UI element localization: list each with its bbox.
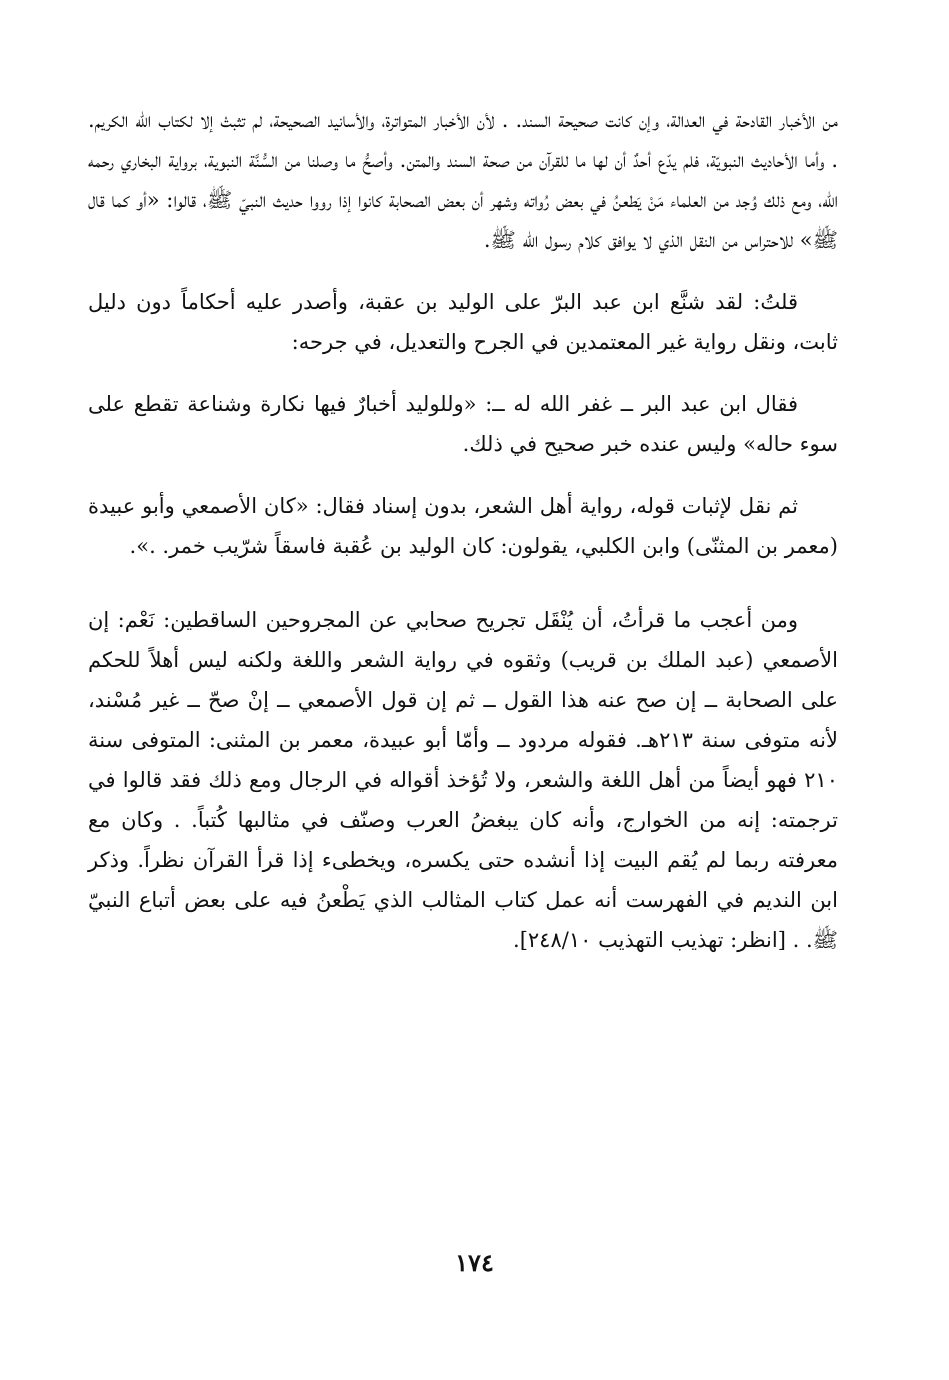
page-number: ١٧٤ (455, 1248, 494, 1277)
paragraph-4: ثم نقل لإثبات قوله، رواية أهل الشعر، بدون إسناد فقال: «كان الأصمعي وأبو عبيدة (معمر بن المثنّى) وابن الكلبي، يقولون: كان الوليد بن عُقبة فاسقاً شرّيب خمر. .». (88, 494, 838, 558)
paragraph-2: قلتُ: لقد شنَّع ابن عبد البرّ على الوليد بن عقبة، وأصدر عليه أحكاماً دون دليل ثابت، ونقل رواية غير المعتمدين في الجرح والتعديل، في جرحه: (88, 290, 838, 354)
paragraph-gap (88, 566, 838, 600)
paragraph-gap (88, 260, 838, 282)
paragraph-gap (88, 464, 838, 486)
page-body (88, 100, 838, 960)
paragraph-1: من الأخبار القادحة في العدالة، وإن كانت صحيحة السند. . لأن الأخبار المتواترة، والأسانيد الصحيحة، لم تثبتْ إلا لكتاب الله الكريم. . وأما الأحاديث النبويّة، فلم يدّع أحدٌ أن لها ما للقرآن من صحة السند والمتن. وأصحُّ ما وصلنا من السُّنَّة النبوية، برواية البخاري رحمه الله، ومع ذلك وُجد من العلماء مَنْ يَطعنُ في بعض رُواته وشهر أن بعض الصحابة كانوا إذا رووا حديث النبيّ ﷺ، قالوا: «أو كما قال ﷺ» للاحتراس من النقل الذي لا يوافق كلام رسول الله ﷺ. (88, 108, 838, 252)
paragraph-5: ومن أعجب ما قرأتُ، أن يُنْقَل تجريح صحابي عن المجروحين الساقطين: نَعْم: إن الأصمعي (عبد الملك بن قريب) وثقوه في رواية الشعر واللغة ولكنه ليس أهلاً للحكم على الصحابة ــ إن صح عنه هذا القول ــ ثم إن قول الأصمعي ــ إنْ صحّ ــ غير مُسْند، لأنه متوفى سنة ٢١٣هـ. فقوله مردود ــ وأمّا أبو عبيدة، معمر بن المثنى: المتوفى سنة ٢١٠ فهو أيضاً من أهل اللغة والشعر، ولا تُؤخذ أقواله في الرجال ومع ذلك فقد قالوا في ترجمته: إنه من الخوارج، وأنه كان يبغضُ العرب وصنّف في مثالبها كُتباً. . وكان مع معرفته ربما لم يُقم البيت إذا أنشده حتى يكسره، ويخطىء إذا قرأ القرآن نظراً. وذكر ابن النديم في الفهرست أنه عمل كتاب المثالب الذي يَطْعنُ فيه على بعض أتباع النبيّ ﷺ. . [انظر: تهذيب التهذيب ٢٤٨/١٠]. (88, 608, 838, 952)
paragraph-3: فقال ابن عبد البر ــ غفر الله له ــ: «وللوليد أخبارٌ فيها نكارة وشناعة تقطع على سوء حاله» وليس عنده خبر صحيح في ذلك. (88, 392, 838, 456)
paragraph-gap (88, 362, 838, 384)
